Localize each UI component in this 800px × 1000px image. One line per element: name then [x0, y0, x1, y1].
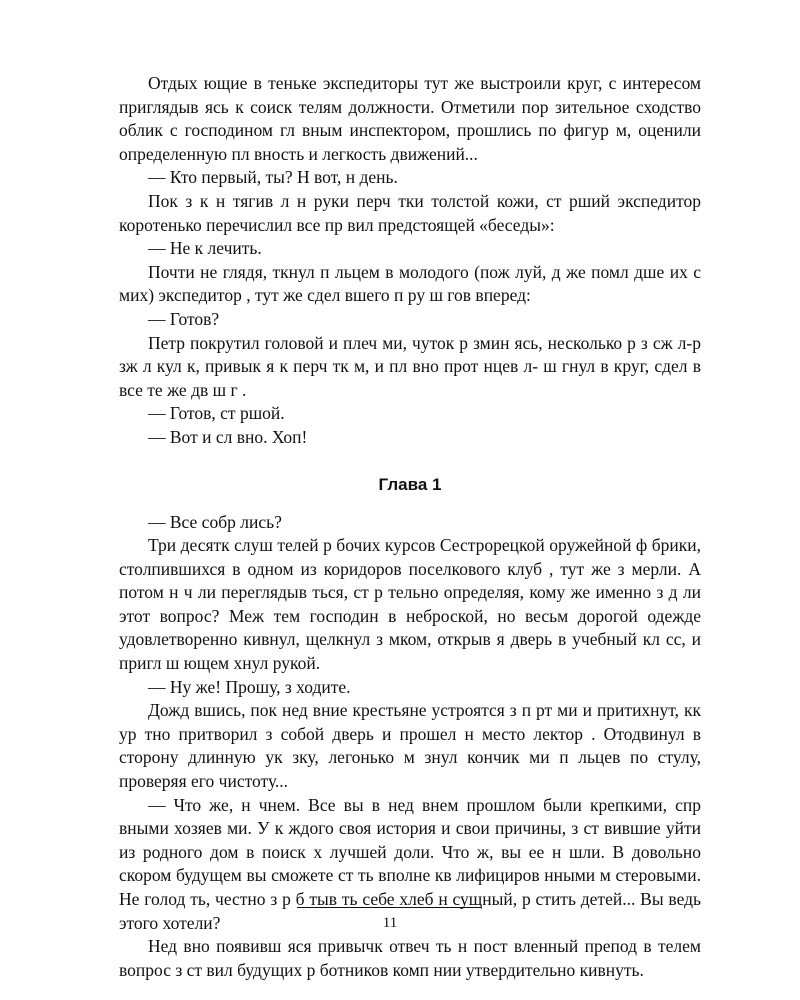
paragraph: Нед вно появивш яся привычк отвеч ть н пост вленный препод в телем вопрос з ст вил будущих р ботников комп нии утвердительно кивнуть. [119, 936, 701, 980]
dialogue-line: — Вот и сл вно. Хоп! [148, 426, 308, 447]
paragraph: Почти не глядя, ткнул п льцем в молодого (пож луй, д же помл дше их с мих) экспедитор , тут же сдел вшего п ру ш гов вперед: [119, 261, 701, 306]
paragraph: Три десятк слуш телей р бочих курсов Сестрорецкой оружейной ф брики, столпившихся в одном из коридоров поселкового клуб , тут же з мерли. А потом н ч ли переглядыв ться, ст р тельно определяя, кому же именно з д ли этот вопрос? Меж тем господин в неброской, но весьм дорогой одежде удовлетворенно кивнул, щелкнул з мком, открыв я дверь в учебный кл сс, и пригл ш ющем хнул рукой. [119, 535, 701, 674]
dialogue-line: — Все собр лись? [148, 511, 282, 532]
dialogue-line: — Что же, н чнем. Все вы в нед внем прошлом были крепкими, спр вными хозяев ми. У к ждого своя история и свои причины, з ст вившие уйти из родного дом в поиск х лучшей доли. Что ж, вы ее н шли. В довольно скором будущем вы сможете ст ть вполне кв лифициров нными м стеровыми. Не голод ть, честно з р б тыв ть себе хлеб н сущный, р стить детей... Вы ведь этого хотели? [119, 794, 701, 933]
paragraph: Петр покрутил головой и плеч ми, чуток р змин ясь, несколько р з сж л-р зж л кул к, привык я к перч тк м, и пл вно прот нцев л- ш гнул в круг, сдел в все те же дв ш г . [119, 332, 701, 400]
chapter-heading: Глава 1 [378, 474, 442, 494]
dialogue-line: — Кто первый, ты? Н вот, н день. [148, 167, 398, 188]
dialogue-line: — Ну же! Прошу, з ходите. [148, 676, 351, 697]
dialogue-line: — Не к лечить. [148, 238, 262, 259]
page-number: 11 [382, 915, 398, 931]
footer-rule [297, 907, 481, 908]
paragraph: Пок з к н тягив л н руки перч тки толстой кожи, ст рший экспедитор коротенько перечислил все пр вил предстоящей «беседы»: [119, 190, 701, 235]
paragraph: Дожд вшись, пок нед вние крестьяне устроятся з п рт ми и притихнут, кк ур тно притворил з собой дверь и прошел н место лектор . Отодвинул в сторону длинную ук зку, легонько м знул кончик ми п льцев по стулу, проверяя его чистоту... [119, 700, 701, 792]
dialogue-line: — Готов, ст ршой. [148, 403, 285, 424]
dialogue-line: — Готов? [148, 308, 220, 329]
paragraph: Отдых ющие в теньке экспедиторы тут же выстроили круг, с интересом приглядыв ясь к соиск телям должности. Отметили пор зительное сходство облик с господином гл вным инспектором, прошлись по фигур м, оценили определенную пл вность и легкость движений... [119, 73, 701, 164]
page-body [119, 72, 701, 982]
